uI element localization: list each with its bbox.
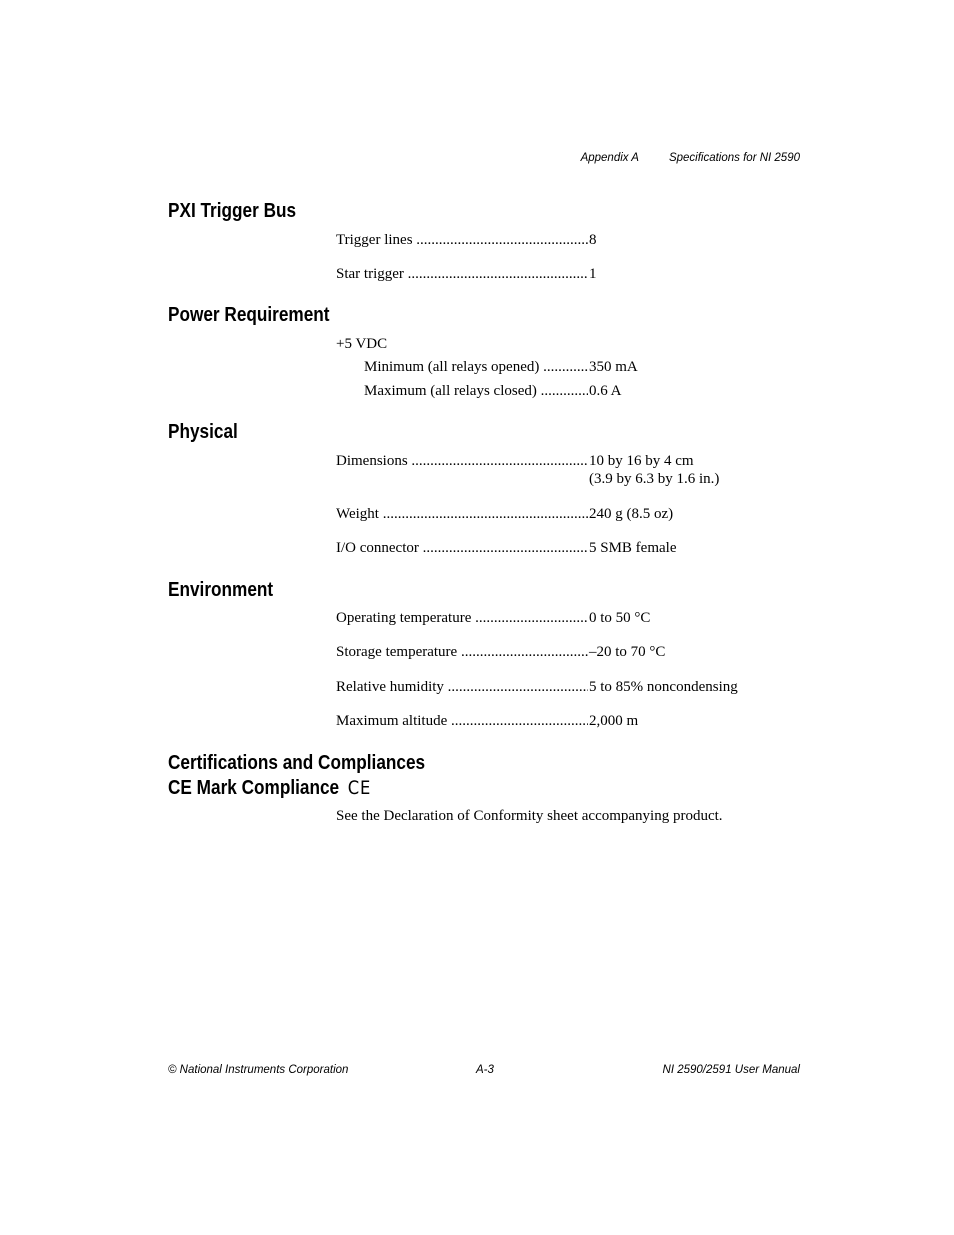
footer-manual-title: NI 2590/2591 User Manual <box>662 1064 800 1076</box>
power-voltage: +5 VDC <box>336 336 388 352</box>
spec-label: Trigger lines ..... <box>336 231 588 249</box>
spec-value-dimensions-imperial: (3.9 by 6.3 by 1.6 in.) <box>589 471 720 487</box>
spec-value: 1 <box>589 266 597 282</box>
section-heading-physical: Physical <box>168 421 238 443</box>
section-heading-environment: Environment <box>168 579 274 601</box>
spec-value: 350 mA <box>589 359 638 375</box>
spec-label: I/O connector ..... <box>336 539 588 557</box>
spec-row-relative-humidity <box>336 678 846 696</box>
spec-row-storage-temperature <box>336 643 846 661</box>
spec-row-dimensions <box>336 452 846 470</box>
subsection-heading-ce-mark <box>168 776 371 800</box>
footer-page-number: A-3 <box>476 1064 494 1076</box>
spec-value: 10 by 16 by 4 cm <box>589 453 694 469</box>
spec-value: 5 SMB female <box>589 540 677 556</box>
header-chapter: Specifications for NI 2590 <box>668 152 800 164</box>
spec-row-minimum-current <box>336 358 846 376</box>
spec-label: Minimum (all relays opened) ..... <box>364 358 588 376</box>
spec-value: 5 to 85% noncondensing <box>589 679 738 695</box>
spec-value: 0 to 50 °C <box>589 610 651 626</box>
section-heading-pxi-trigger-bus: PXI Trigger Bus <box>168 200 297 222</box>
ce-mark-heading-text: CE Mark Compliance <box>168 777 340 799</box>
ce-declaration-text: See the Declaration of Conformity sheet accompanying product. <box>336 808 723 824</box>
page-header <box>581 151 800 165</box>
spec-label: Operating temperature ..... <box>336 609 588 627</box>
spec-row-maximum-current <box>336 382 846 400</box>
spec-label: Maximum (all relays closed) ..... <box>364 382 588 400</box>
spec-row-io-connector <box>336 539 846 557</box>
spec-label: Relative humidity ..... <box>336 678 588 696</box>
section-heading-power-requirement: Power Requirement <box>168 304 330 326</box>
spec-value: 8 <box>589 232 597 248</box>
spec-label: Star trigger ..... <box>336 265 588 283</box>
spec-value: 0.6 A <box>589 383 622 399</box>
footer-copyright: © National Instruments Corporation <box>168 1064 349 1076</box>
spec-value: 240 g (8.5 oz) <box>589 506 674 522</box>
spec-label: Storage temperature ..... <box>336 643 588 661</box>
spec-row-weight <box>336 505 846 523</box>
spec-label: Dimensions ..... <box>336 452 588 470</box>
spec-row-operating-temperature <box>336 609 846 627</box>
spec-row-star-trigger <box>336 265 846 283</box>
spec-row-trigger-lines <box>336 231 846 249</box>
section-heading-certifications: Certifications and Compliances <box>168 752 426 774</box>
spec-value: –20 to 70 °C <box>589 644 666 660</box>
spec-row-maximum-altitude <box>336 712 846 730</box>
spec-label: Maximum altitude ..... <box>336 712 588 730</box>
spec-label: Weight ..... <box>336 505 588 523</box>
spec-value: 2,000 m <box>589 713 639 729</box>
ce-mark-icon: CE <box>347 777 372 799</box>
header-appendix: Appendix A <box>580 152 639 164</box>
